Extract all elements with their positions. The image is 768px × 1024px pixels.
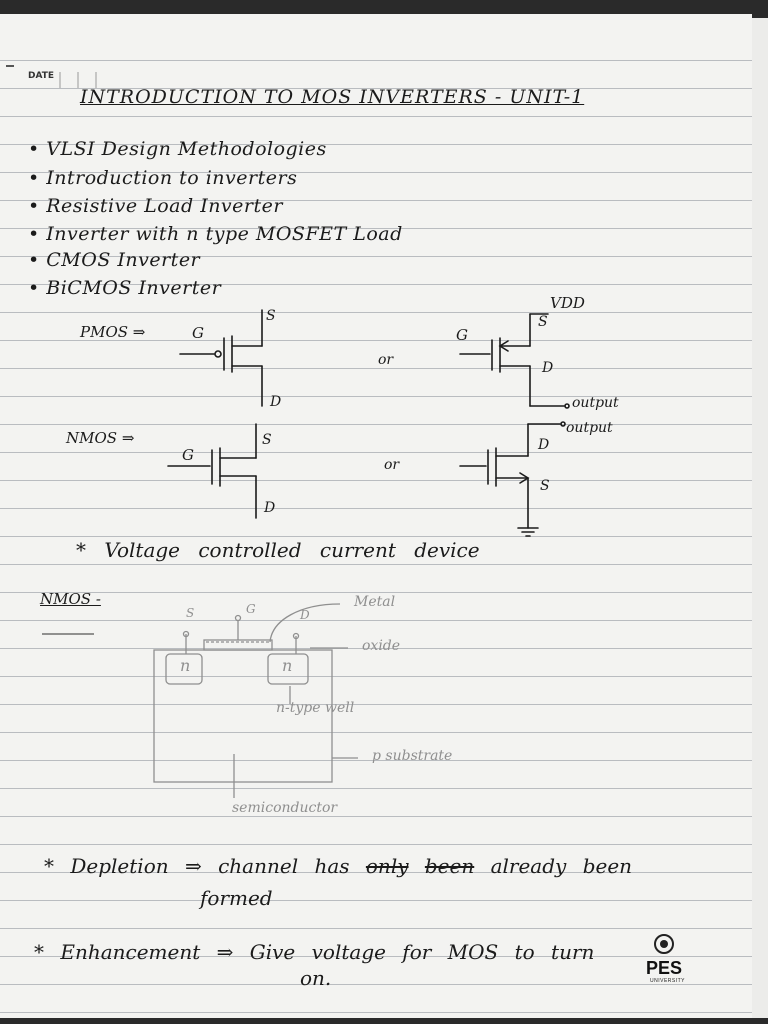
gate-label: G [192, 324, 204, 342]
pes-logo-emblem [0, 14, 752, 1018]
date-label: DATE [28, 71, 55, 81]
topic-item: • Resistive Load Inverter [28, 195, 283, 217]
pes-logo-text: PES [646, 958, 683, 978]
n-region-left: n [180, 656, 191, 675]
topic-item: • Introduction to inverters [28, 167, 298, 189]
drain-label: D [270, 394, 282, 410]
output-label: output [566, 420, 613, 436]
topic-item: • CMOS Inverter [28, 249, 201, 271]
pmos-label: PMOS ⇒ [80, 323, 146, 341]
source-label: S [540, 478, 550, 494]
well-label: n-type well [276, 700, 355, 716]
topic-item: • Inverter with n type MOSFET Load [28, 223, 403, 245]
drain-label: D [538, 437, 550, 453]
cross-section-d: D [300, 608, 310, 622]
n-region-right: n [282, 656, 293, 675]
source-label: S [266, 308, 276, 324]
cross-section-heading: NMOS - [40, 590, 101, 608]
gate-label: G [456, 326, 468, 344]
source-label: S [538, 314, 548, 330]
pes-logo-subtext: UNIVERSITY [650, 978, 686, 984]
drain-label: D [542, 360, 554, 376]
semiconductor-label: semiconductor [232, 800, 338, 816]
depletion-note-line2: formed [200, 886, 273, 910]
enhancement-note: * Enhancement ⇒ Give voltage for MOS to turn [34, 940, 595, 964]
metal-label: Metal [354, 594, 396, 610]
vdd-label: VDD [550, 294, 585, 312]
cross-section-s: S [186, 606, 195, 620]
substrate-label: p substrate [372, 748, 453, 764]
topic-item: • BiCMOS Inverter [28, 277, 222, 299]
topic-item: • VLSI Design Methodologies [28, 138, 327, 160]
depletion-note: * Depletion ⇒ channel has only been already been [44, 854, 633, 878]
enhancement-note-line2: on. [300, 966, 332, 990]
source-label: S [262, 432, 272, 448]
cross-section-g: G [246, 602, 256, 616]
notebook-page [0, 14, 752, 1018]
or-label: or [378, 352, 394, 368]
voltage-device-note: * Voltage controlled current device [76, 538, 480, 562]
nmos-label: NMOS ⇒ [66, 429, 135, 447]
oxide-label: oxide [362, 638, 401, 654]
page-title: INTRODUCTION TO MOS INVERTERS - UNIT-1 [80, 86, 585, 108]
or-label: or [384, 457, 400, 473]
gate-label: G [182, 446, 194, 464]
drain-label: D [264, 500, 276, 516]
output-label: output [572, 395, 619, 411]
